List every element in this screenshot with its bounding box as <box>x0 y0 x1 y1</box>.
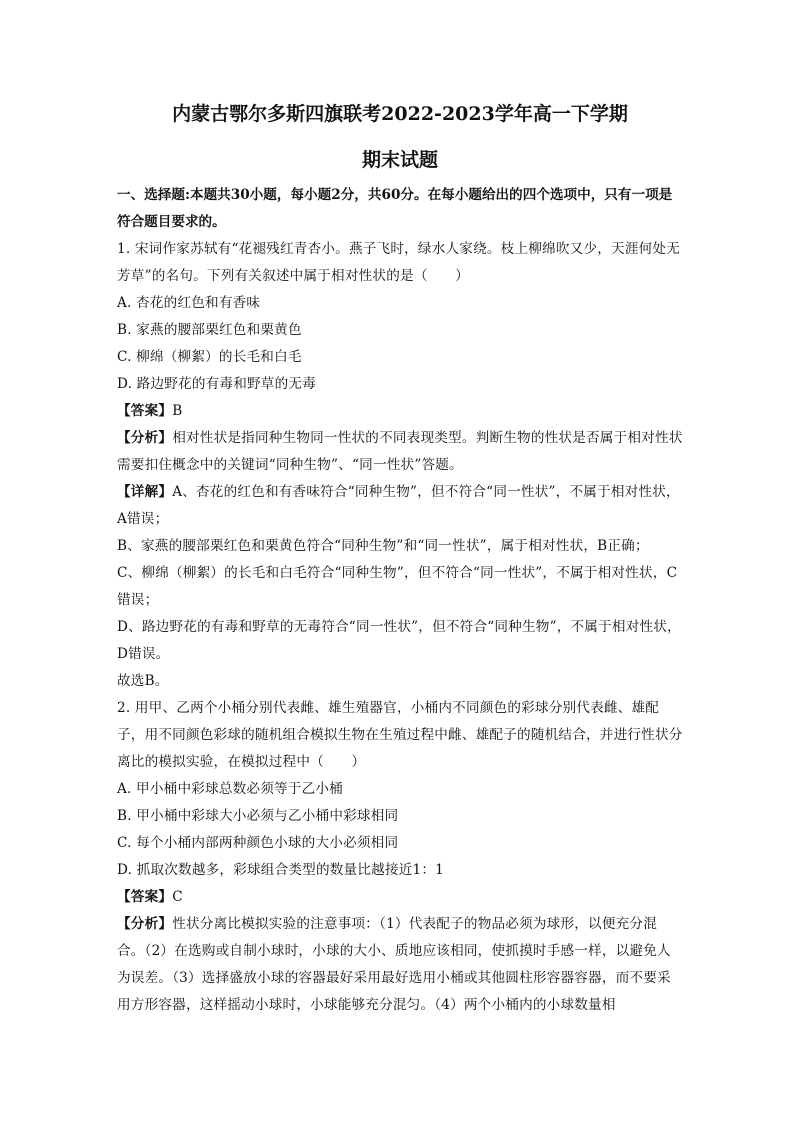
q1-detail-tag: 【详解】 <box>117 484 173 500</box>
q2-analysis-tag: 【分析】 <box>117 916 173 932</box>
q1-analysis-text: 相对性状是指同种生物同一性状的不同表现类型。判断生物的性状是否属于相对性状需要扣住概念中的关键词“同种生物”、“同一性状”答题。 <box>117 430 683 473</box>
q1-detail-b: B、家燕的腰部栗红色和栗黄色符合“同种生物”和“同一性状”，属于相对性状，B正确； <box>117 538 649 554</box>
q1-stem: 1. 宋词作家苏轼有“花褪残红青杏小。燕子飞时，绿水人家绕。枝上柳绵吹又少，天涯何处无芳草”的名句。下列有关叙述中属于相对性状的是（ ） <box>117 241 680 284</box>
q1-detail-a <box>117 479 683 533</box>
q1-option-c: C. 柳绵（柳絮）的长毛和白毛 <box>117 349 302 365</box>
q1-detail-a-text: A、杏花的红色和有香味符合“同种生物”，但不符合“同一性状”，不属于相对性状，A错误； <box>117 484 680 527</box>
q1-option-d: D. 路边野花的有毒和野草的无毒 <box>117 376 316 392</box>
q2-option-b: B. 甲小桶中彩球大小必须与乙小桶中彩球相同 <box>117 808 399 824</box>
q1-conclusion: 故选B。 <box>117 673 169 689</box>
doc-title-line1: 内蒙古鄂尔多斯四旗联考2022-2023学年高一下学期 <box>172 103 628 125</box>
q1-analysis <box>117 425 683 479</box>
q1-option-b: B. 家燕的腰部栗红色和栗黄色 <box>117 322 302 338</box>
document-page <box>117 98 683 1019</box>
q2-answer-tag: 【答案】 <box>117 889 173 905</box>
q1-answer-value: B <box>172 403 183 419</box>
q1-detail-c: C、柳绵（柳絮）的长毛和白毛符合“同种生物”，但不符合“同一性状”，不属于相对性状，C错误； <box>117 565 678 608</box>
q2-stem: 2. 用甲、乙两个小桶分别代表雌、雄生殖器官，小桶内不同颜色的彩球分别代表雌、雄配子，用不同颜色彩球的随机组合模拟生物在生殖过程中雌、雄配子的随机结合，并进行性状分离比的模拟实验，在模拟过程中（ ） <box>117 700 683 770</box>
q2-option-d: D. 抓取次数越多，彩球组合类型的数量比越接近1：1 <box>117 862 445 878</box>
section-heading: 一、选择题:本题共30小题，每小题2分，共60分。在每小题给出的四个选项中，只有一项是符合题目要求的。 <box>117 187 673 230</box>
q2-option-a: A. 甲小桶中彩球总数必须等于乙小桶 <box>117 781 343 797</box>
q2-answer <box>117 884 683 911</box>
doc-title-line2: 期末试题 <box>361 149 438 171</box>
q2-answer-value: C <box>172 889 183 905</box>
q1-detail-d: D、路边野花的有毒和野草的无毒符合“同一性状”，但不符合“同种生物”，不属于相对性状，D错误。 <box>117 619 681 662</box>
q1-answer <box>117 398 683 425</box>
q2-analysis <box>117 911 683 1019</box>
q1-analysis-tag: 【分析】 <box>117 430 173 446</box>
q2-option-c: C. 每个小桶内部两种颜色小球的大小必须相同 <box>117 835 399 851</box>
q2-analysis-text: 性状分离比模拟实验的注意事项：（1）代表配子的物品必须为球形，以便充分混合。（2）在选购或自制小球时，小球的大小、质地应该相同，使抓摸时手感一样，以避免人为误差。（3）选择盛放小球的容器最好采用最好选用小桶或其他圆柱形容器容器，而不要采用方形容器，这样摇动小球时，小球能够充分混匀。（4）两个小桶内的小球数量相 <box>117 916 671 1013</box>
q1-option-a: A. 杏花的红色和有香味 <box>117 295 261 311</box>
q1-answer-tag: 【答案】 <box>117 403 173 419</box>
